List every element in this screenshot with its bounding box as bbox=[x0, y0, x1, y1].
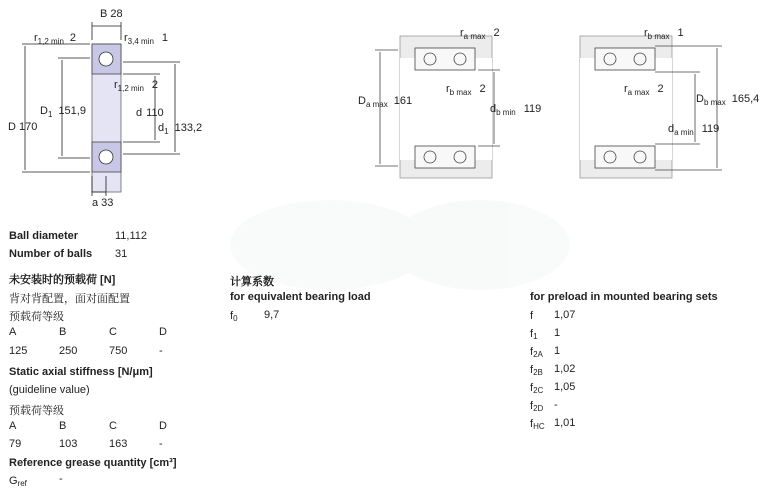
abutment-drawing-1 bbox=[375, 36, 500, 178]
preload-factor-value: 1,05 bbox=[554, 381, 576, 393]
preload-factor-label: $f_{2D}$ bbox=[530, 400, 544, 413]
svg-text:d110: d 110 bbox=[136, 107, 164, 119]
svg-text:Da max161: $D_{a max}$ 161 bbox=[358, 95, 413, 109]
preload-factor-value: 1 bbox=[554, 345, 561, 357]
preload-value-b: 250 bbox=[59, 345, 78, 357]
preload-class-c: C bbox=[109, 326, 117, 338]
abutment-drawing-2 bbox=[580, 36, 722, 178]
gref-value: - bbox=[59, 473, 63, 485]
svg-text:D 170: D 170 bbox=[8, 121, 38, 133]
svg-text:db min119: $d_{b min}$ 119 bbox=[490, 103, 542, 117]
equivalent-load-heading: for equivalent bearing load bbox=[230, 291, 371, 303]
preload-factor-label: $f_{2C}$ bbox=[530, 382, 544, 395]
svg-text:r3,4 min1: $r_{3,4 min}$ 1 bbox=[124, 32, 169, 46]
preload-factors-heading: for preload in mounted bearing sets bbox=[530, 291, 718, 303]
gref-label: $G_{ref}$ bbox=[9, 475, 27, 488]
preload-value-c: 750 bbox=[109, 345, 128, 357]
preload-class-d: D bbox=[159, 326, 167, 338]
preload-factor-label: $f_{2B}$ bbox=[530, 364, 543, 377]
stiffness-class-c: C bbox=[109, 420, 117, 432]
preload-factor-label: $f_1$ bbox=[530, 328, 538, 341]
grease-heading: Reference grease quantity [cm³] bbox=[9, 457, 177, 469]
preload-class-a: A bbox=[9, 326, 17, 338]
svg-text:ra max2: $r_{a max}$ 2 bbox=[460, 27, 500, 41]
stiffness-value-b: 103 bbox=[59, 438, 78, 450]
svg-text:rb max1: $r_{b max}$ 1 bbox=[644, 27, 684, 41]
svg-text:d1133,2: $d_1$ 133,2 bbox=[158, 122, 203, 136]
stiffness-class-b: B bbox=[59, 420, 67, 432]
stiffness-value-a: 79 bbox=[9, 438, 22, 450]
preload-factor-value: 1 bbox=[554, 327, 561, 339]
preload-factor-value: - bbox=[554, 399, 558, 411]
arrangement-text: 背对背配置，面对面配置 bbox=[9, 293, 130, 305]
guideline-text: (guideline value) bbox=[9, 384, 90, 396]
preload-class-b: B bbox=[59, 326, 67, 338]
stiffness-value-c: 163 bbox=[109, 438, 128, 450]
stiffness-class-a: A bbox=[9, 420, 17, 432]
calc-heading: 计算系数 bbox=[230, 276, 274, 288]
preload-factor-value: 1,07 bbox=[554, 309, 576, 321]
preload-factor-value: 1,01 bbox=[554, 417, 576, 429]
dim-B: B 28 bbox=[100, 8, 123, 20]
stiffness-value-d: - bbox=[159, 438, 163, 450]
bearing-drawings bbox=[0, 0, 775, 209]
svg-text:r1,2 min2: $r_{1,2 min}$ 2 bbox=[34, 32, 77, 46]
number-of-balls-value: 31 bbox=[115, 248, 128, 260]
stiffness-class-d: D bbox=[159, 420, 167, 432]
preload-heading: 未安装时的预载荷 [N] bbox=[9, 274, 116, 286]
svg-text:a 33: a 33 bbox=[92, 197, 114, 209]
preload-factor-label: $f_{2A}$ bbox=[530, 346, 543, 359]
preload-value-d: - bbox=[159, 345, 163, 357]
ball-diameter-value: 11,112 bbox=[115, 230, 148, 242]
svg-text:D1151,9: $D_1$ 151,9 bbox=[40, 105, 86, 119]
preload-factor-value: 1,02 bbox=[554, 363, 576, 375]
preload-class-label: 预载荷等级 bbox=[9, 311, 64, 323]
watermark-logo bbox=[230, 200, 570, 290]
stiffness-heading: Static axial stiffness [N/μm] bbox=[9, 366, 153, 378]
svg-text:r1,2 min2: $r_{1,2 min}$ 2 bbox=[114, 79, 159, 93]
preload-factor-label: $f_{HC}$ bbox=[530, 418, 545, 431]
stiffness-class-label: 预载荷等级 bbox=[9, 405, 64, 417]
svg-text:da min119: $d_{a min}$ 119 bbox=[668, 123, 720, 137]
number-of-balls-label: Number of balls bbox=[9, 248, 93, 260]
svg-text:B 28 bbox=[100, 8, 123, 20]
preload-value-a: 125 bbox=[9, 345, 28, 357]
f0-value: 9,7 bbox=[264, 309, 280, 321]
f0-label: $f_0$ bbox=[230, 310, 238, 323]
preload-factor-label: f bbox=[530, 310, 534, 322]
svg-text:Db max165,4: $D_{b max}$ 165,4 bbox=[696, 93, 760, 107]
ball-diameter-label: Ball diameter bbox=[9, 230, 79, 242]
svg-text:ra max2: $r_{a max}$ 2 bbox=[624, 83, 664, 97]
svg-text:rb max2: $r_{b max}$ 2 bbox=[446, 83, 486, 97]
